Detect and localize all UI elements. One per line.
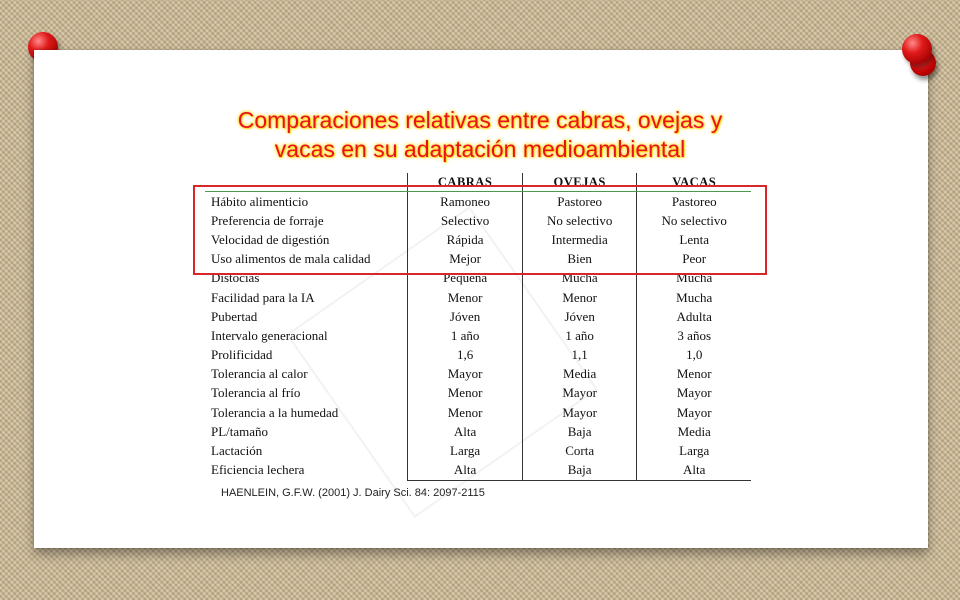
cell-vacas: Pastoreo [637, 192, 751, 212]
cell-ovejas: Baja [522, 461, 637, 481]
row-label: Distocias [211, 270, 260, 286]
cell-cabras: Pequeña [408, 269, 523, 288]
cell-cabras: Selectivo [408, 211, 523, 230]
cell-ovejas: Corta [522, 441, 637, 460]
row-label: Pubertad [211, 308, 258, 324]
row-label: Eficiencia lechera [211, 462, 305, 478]
table-row [205, 346, 751, 365]
cell-cabras: Alta [408, 461, 523, 481]
cell-ovejas: Intermedia [522, 230, 637, 249]
header-vacas: VACAS [637, 173, 751, 192]
row-label: Preferencia de forraje [211, 212, 324, 228]
cell-vacas: Larga [637, 441, 751, 460]
row-label: Velocidad de digestión [211, 231, 330, 247]
cell-vacas: Lenta [637, 230, 751, 249]
cell-vacas: Adulta [637, 307, 751, 326]
cell-ovejas: Jóven [522, 307, 637, 326]
cell-vacas: Mayor [637, 384, 751, 403]
cell-ovejas: Pastoreo [522, 192, 637, 212]
row-label: Tolerancia a la humedad [211, 404, 339, 420]
header-ovejas: OVEJAS [522, 173, 637, 192]
cell-cabras: 1 año [408, 326, 523, 345]
cell-cabras: Alta [408, 422, 523, 441]
title-line-1: Comparaciones relativas entre cabras, ovejas y [237, 107, 723, 133]
cell-ovejas: 1,1 [522, 346, 637, 365]
cell-vacas: 1,0 [637, 346, 751, 365]
table-row [205, 422, 751, 441]
cell-vacas: 3 años [637, 326, 751, 345]
cell-vacas: Menor [637, 365, 751, 384]
row-label: Lactación [211, 443, 263, 459]
cell-ovejas: Mayor [522, 403, 637, 422]
cell-cabras: Mayor [408, 365, 523, 384]
row-label: Prolificidad [211, 347, 273, 363]
table-row [205, 288, 751, 307]
row-label: Tolerancia al calor [211, 366, 308, 382]
cell-cabras: Jóven [408, 307, 523, 326]
pushpin-right-icon [898, 30, 946, 78]
cell-ovejas: No selectivo [522, 211, 637, 230]
table-row [205, 326, 751, 345]
row-label: Intervalo generacional [211, 327, 328, 343]
cell-cabras: Larga [408, 441, 523, 460]
cell-vacas: Media [637, 422, 751, 441]
cell-cabras: 1,6 [408, 346, 523, 365]
table-row [205, 384, 751, 403]
table-row [205, 365, 751, 384]
cell-ovejas: Media [522, 365, 637, 384]
cell-vacas: No selectivo [637, 211, 751, 230]
cell-ovejas: Bien [522, 250, 637, 269]
table-row [205, 403, 751, 422]
cell-vacas: Alta [637, 461, 751, 481]
cell-vacas: Peor [637, 250, 751, 269]
highlight-box [193, 185, 767, 275]
cell-vacas: Mucha [637, 288, 751, 307]
cell-ovejas: Mucha [522, 269, 637, 288]
cell-cabras: Menor [408, 403, 523, 422]
citation: HAENLEIN, G.F.W. (2001) J. Dairy Sci. 84: 2097-2115 [221, 487, 485, 499]
cell-vacas: Mayor [637, 403, 751, 422]
cell-ovejas: Menor [522, 288, 637, 307]
row-label: Hábito alimenticio [211, 193, 309, 209]
cell-vacas: Mucha [637, 269, 751, 288]
cell-ovejas: Mayor [522, 384, 637, 403]
row-label: Tolerancia al frío [211, 385, 301, 401]
slide-title [0, 106, 960, 164]
cell-cabras: Mejor [408, 250, 523, 269]
row-label: Uso alimentos de mala calidad [211, 251, 371, 267]
cell-ovejas: Baja [522, 422, 637, 441]
row-label: Facilidad para la IA [211, 289, 315, 305]
cell-cabras: Menor [408, 288, 523, 307]
cell-ovejas: 1 año [522, 326, 637, 345]
row-label: PL/tamaño [211, 423, 269, 439]
title-line-2: vacas en su adaptación medioambiental [274, 136, 686, 162]
cell-cabras: Ramoneo [408, 192, 523, 212]
cell-cabras: Menor [408, 384, 523, 403]
table-row [205, 307, 751, 326]
table-row [205, 461, 751, 481]
cell-cabras: Rápida [408, 230, 523, 249]
table-row [205, 441, 751, 460]
header-cabras: CABRAS [408, 173, 523, 192]
